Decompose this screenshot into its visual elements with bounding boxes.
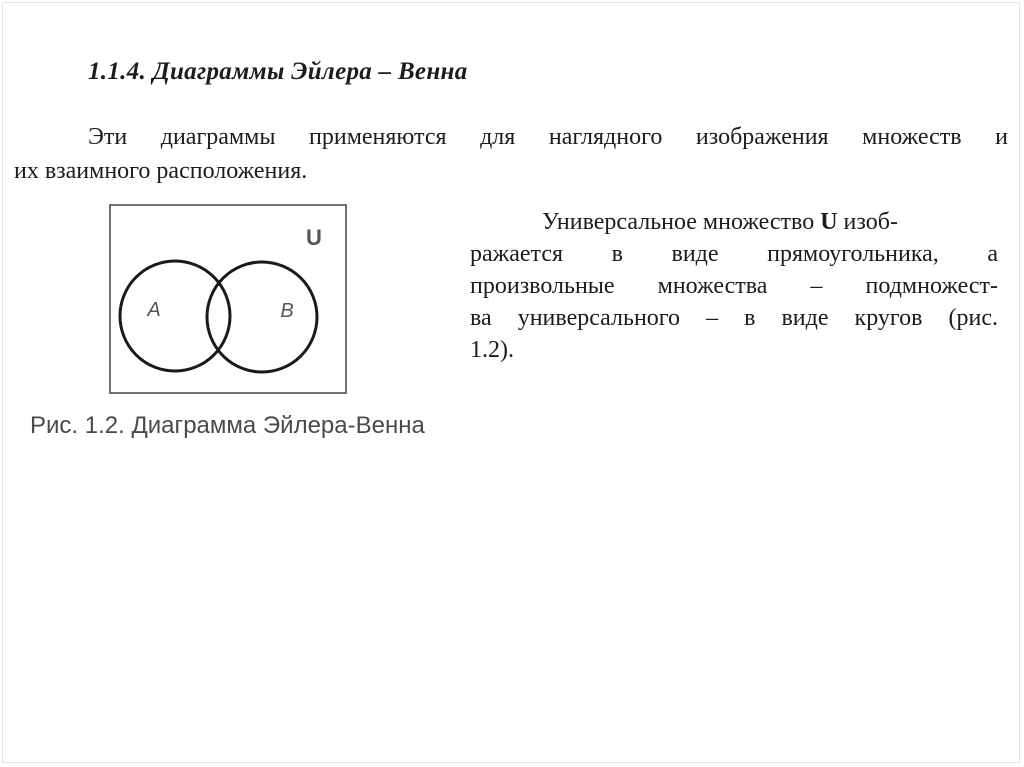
figure-caption: Рис. 1.2. Диаграмма Эйлера-Венна (30, 412, 425, 439)
universe-label: U (306, 225, 322, 250)
side-text-line-2: ражается в виде прямоугольника, а (470, 241, 998, 267)
side-text-line-1 (470, 206, 998, 238)
intro-text-line-2: их взаимного расположения. (14, 158, 308, 184)
side-paragraph (470, 206, 998, 366)
intro-text-line-1: Эти диаграммы применяются для наглядного изображения множеств и (88, 124, 1008, 150)
side-text-line-1-start: Универсальное множество (542, 209, 821, 235)
universe-symbol: U (820, 209, 838, 235)
set-a-label: A (147, 299, 161, 321)
side-text-line-4: ва универсального – в виде кругов (рис. (470, 305, 998, 331)
set-b-label: B (280, 300, 294, 322)
side-text-line-5: 1.2). (470, 337, 514, 363)
side-text-line-1-end: изоб- (837, 209, 898, 235)
section-heading: 1.1.4. Диаграммы Эйлера – Венна (88, 58, 468, 85)
side-text-line-3: произвольные множества – подмножест- (470, 273, 998, 299)
venn-diagram (102, 197, 352, 397)
